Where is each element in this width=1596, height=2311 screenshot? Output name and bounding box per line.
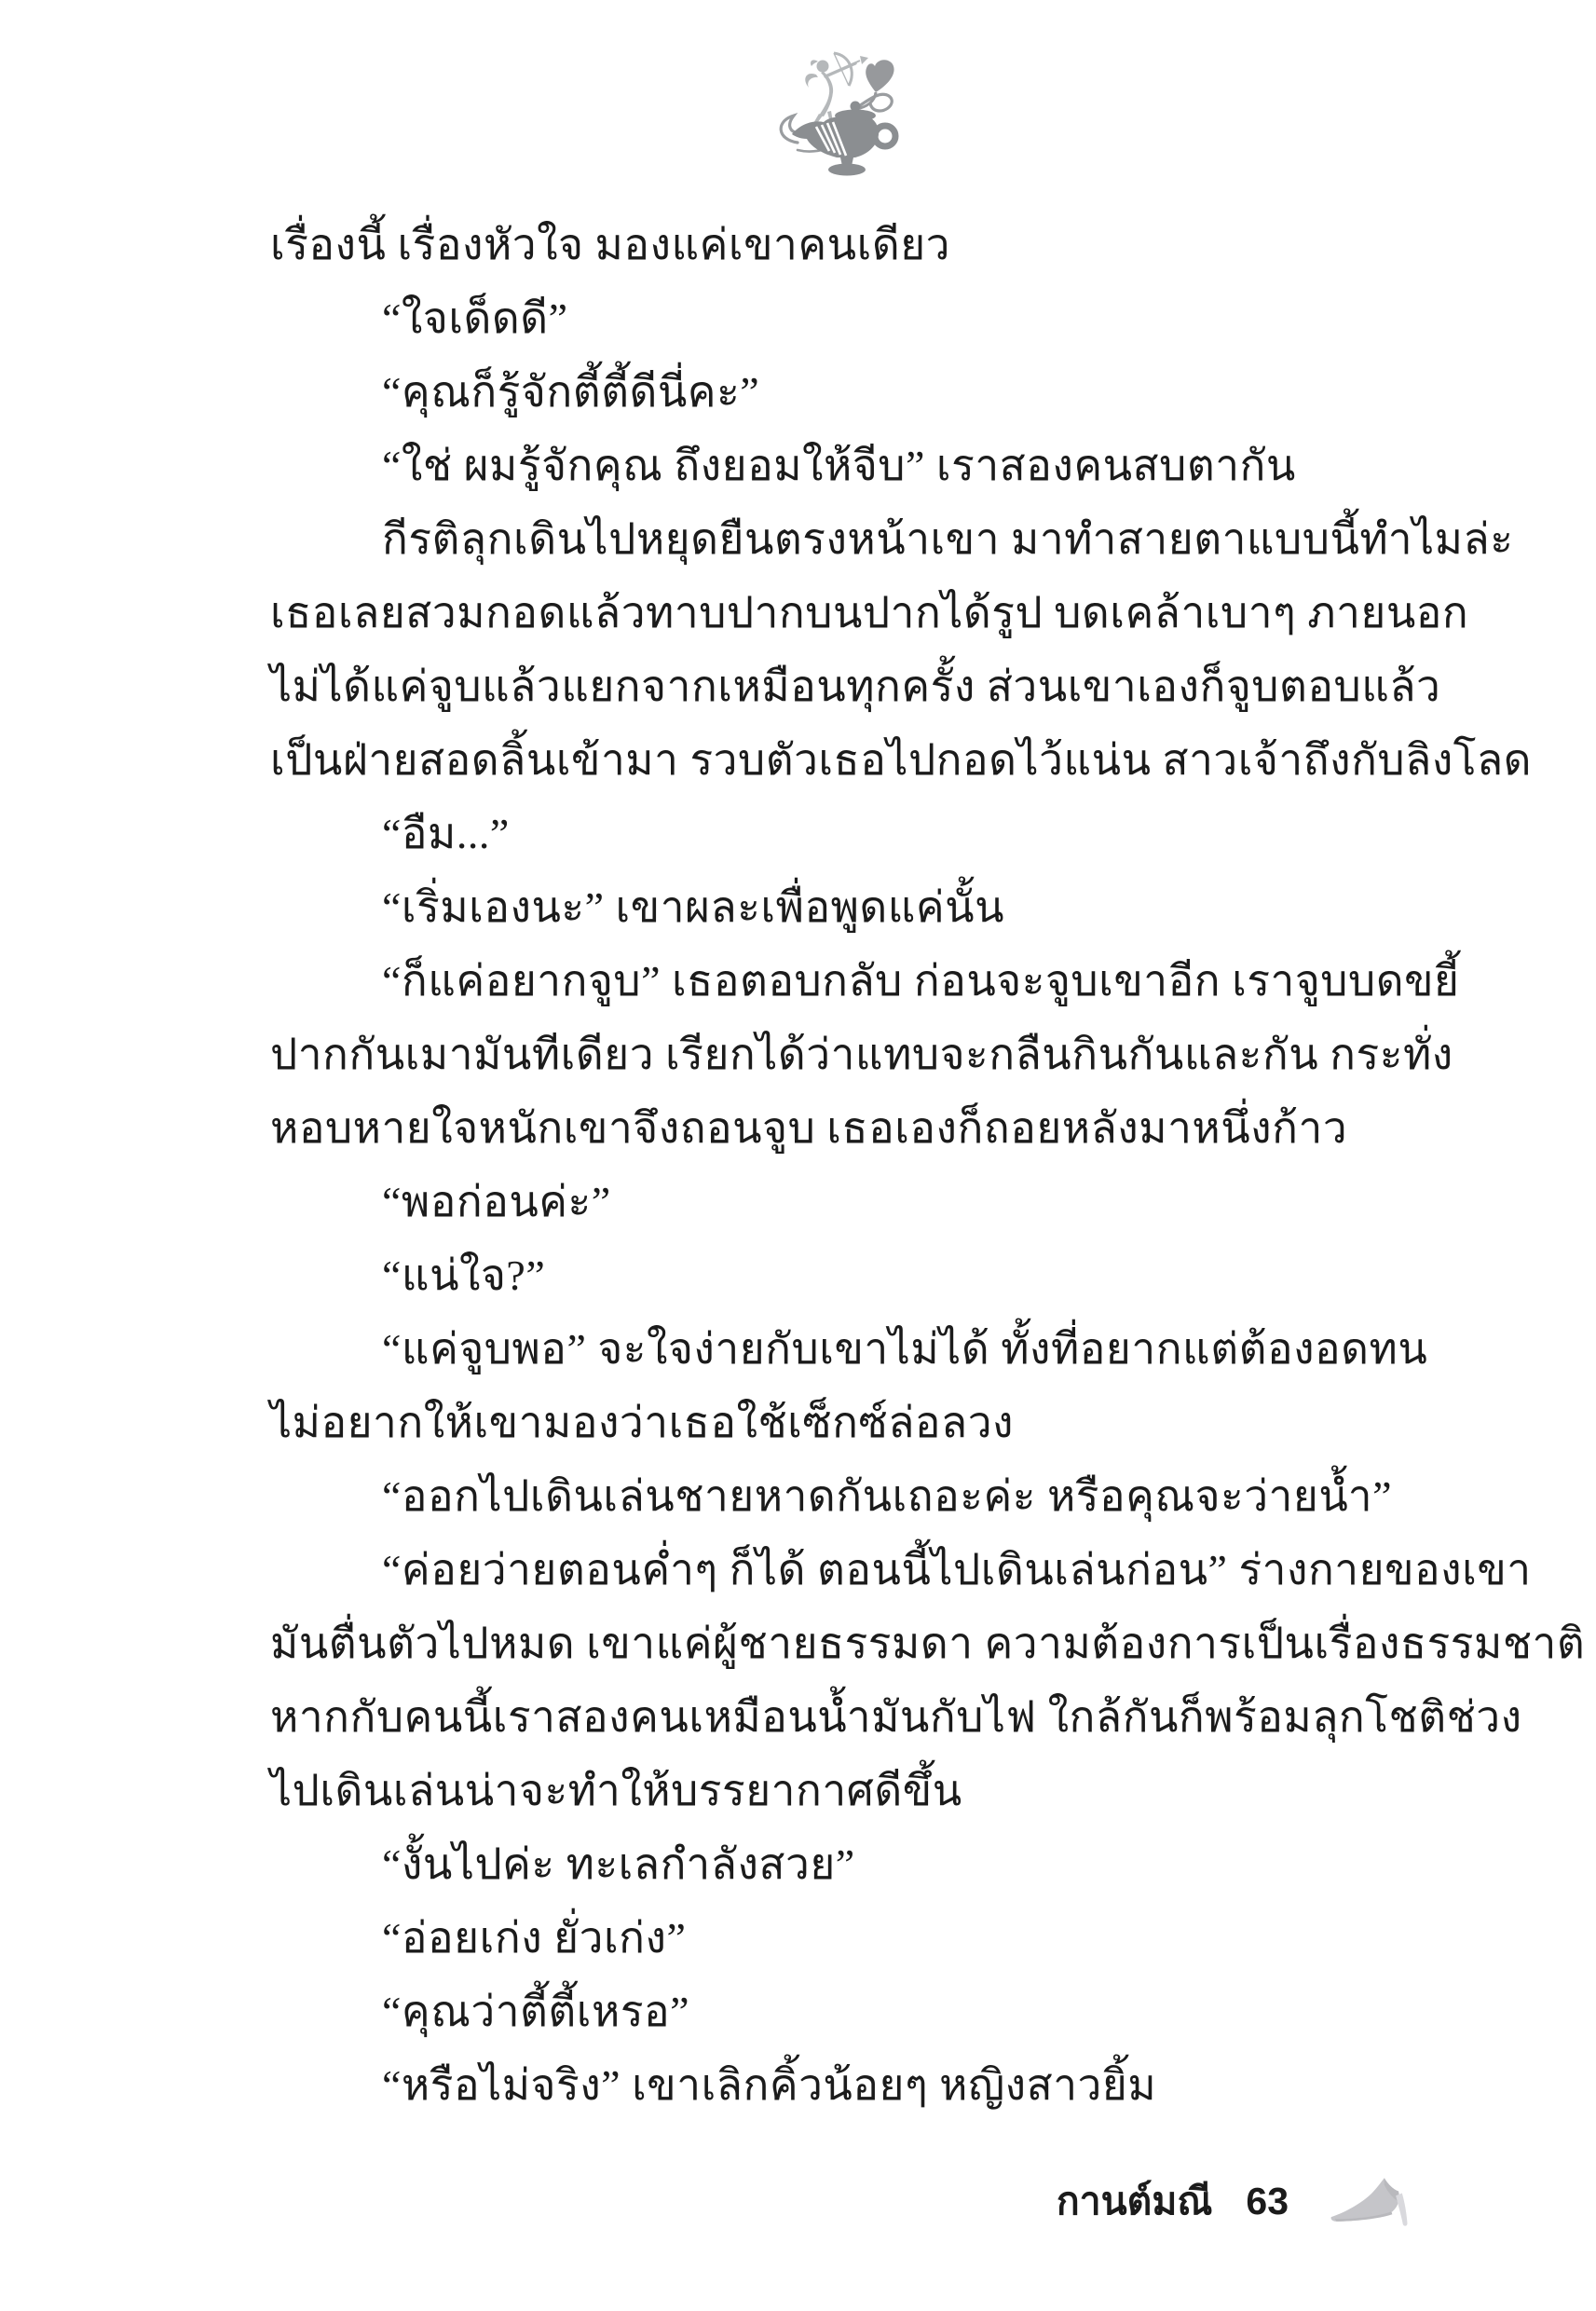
text-line: “งั้นไปค่ะ ทะเลกำลังสวย” (382, 1840, 855, 1888)
text-line: “แค่จูบพอ” จะใจง่ายกับเขาไม่ได้ ทั้งที่อยากแต่ต้องอดทน (382, 1325, 1428, 1373)
text-line: “คุณก็รู้จักตี้ตี้ดีนี่คะ” (382, 368, 760, 416)
text-line: ไม่อยากให้เขามองว่าเธอใช้เซ็กซ์ล่อลวง (270, 1399, 1014, 1446)
page-footer (1057, 2171, 1416, 2231)
text-line: ไม่ได้แค่จูบแล้วแยกจากเหมือนทุกครั้ง ส่วนเขาเองก็จูบตอบแล้ว (270, 663, 1441, 710)
author-name: กานต์มณี (1056, 2179, 1213, 2222)
story-text (270, 208, 1586, 2122)
text-line: “เริ่มเองนะ” เขาผละเพื่อพูดแค่นั้น (382, 883, 1005, 931)
text-line: “หรือไม่จริง” เขาเลิกคิ้วน้อยๆ หญิงสาวยิ้ม (382, 2061, 1157, 2109)
text-line: “แน่ใจ?” (382, 1251, 546, 1299)
text-line: มันตื่นตัวไปหมด เขาแค่ผู้ชายธรรมดา ความต้องการเป็นเรื่องธรรมชาติ (270, 1620, 1586, 1667)
text-line: เป็นฝ่ายสอดลิ้นเข้ามา รวบตัวเธอไปกอดไว้แน่น สาวเจ้าถึงกับลิงโลด (270, 736, 1533, 784)
text-line: “ก็แค่อยากจูบ” เธอตอบกลับ ก่อนจะจูบเขาอีก เราจูบบดขยี้ (382, 957, 1460, 1005)
text-line: “ออกไปเดินเล่นชายหาดกันเถอะค่ะ หรือคุณจะว่ายน้ำ” (382, 1472, 1393, 1520)
text-line: “ใช่ ผมรู้จักคุณ ถึงยอมให้จีบ” เราสองคนสบตากัน (382, 442, 1296, 489)
text-line: “อืม...” (382, 810, 510, 857)
text-line: “พอก่อนค่ะ” (382, 1178, 611, 1225)
text-line: กีรติลุกเดินไปหยุดยืนตรงหน้าเขา มาทำสายตาแบบนี้ทำไมล่ะ (382, 515, 1514, 563)
heart-icon (856, 60, 894, 109)
cupid-lamp-ornament-icon (770, 48, 905, 181)
text-line: หอบหายใจหนักเขาจึงถอนจูบ เธอเองก็ถอยหลังมาหนึ่งก้าว (270, 1104, 1348, 1152)
page-number: 63 (1246, 2179, 1289, 2222)
high-heel-shoe-icon (1328, 2172, 1416, 2230)
text-line: ไปเดินเล่นน่าจะทำให้บรรยากาศดีขึ้น (270, 1767, 962, 1814)
text-line: ปากกันเมามันทีเดียว เรียกได้ว่าแทบจะกลืนกินกันและกัน กระทั่ง (270, 1031, 1453, 1078)
text-line: “ค่อยว่ายตอนค่ำๆ ก็ได้ ตอนนี้ไปเดินเล่นก่อน” ร่างกายของเขา (382, 1546, 1532, 1593)
text-line: “คุณว่าตี้ตี้เหรอ” (382, 1988, 690, 2035)
text-line: หากกับคนนี้เราสองคนเหมือนน้ำมันกับไฟ ใกล้กันก็พร้อมลุกโชติช่วง (270, 1693, 1522, 1741)
text-line: “อ่อยเก่ง ยั่วเก่ง” (382, 1914, 687, 1962)
text-line: เรื่องนี้ เรื่องหัวใจ มองแค่เขาคนเดียว (270, 221, 950, 268)
text-line: เธอเลยสวมกอดแล้วทาบปากบนปากได้รูป บดเคล้าเบาๆ ภายนอก (270, 589, 1469, 636)
text-line: “ใจเด็ดดี” (382, 294, 568, 342)
